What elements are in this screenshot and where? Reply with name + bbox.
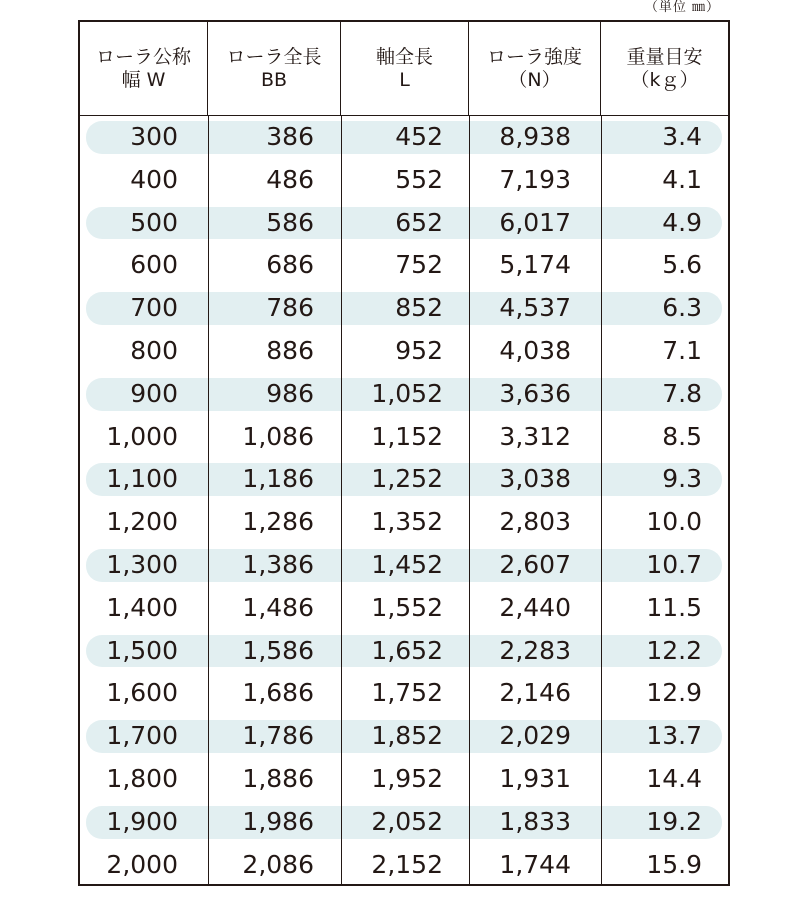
cell-shaft-length: 1,952 — [371, 764, 443, 793]
header-row — [80, 22, 728, 116]
header-roller-length-line2: BB — [260, 68, 288, 91]
table-row — [80, 458, 728, 501]
header-weight-line1: 重量目安 — [626, 45, 703, 68]
cell-roller-length: 1,086 — [242, 421, 314, 451]
cell-roller-strength: 6,017 — [499, 207, 571, 237]
header-shaft-length-line2: L — [399, 68, 410, 91]
column-divider — [341, 116, 342, 884]
cell-shaft-length: 952 — [395, 336, 443, 365]
cell-shaft-length: 1,652 — [371, 635, 443, 665]
cell-roller-length: 1,186 — [242, 464, 314, 494]
cell-roller-width: 900 — [130, 378, 178, 408]
cell-roller-length: 1,786 — [242, 721, 314, 751]
cell-weight: 19.2 — [646, 806, 702, 836]
cell-roller-length: 986 — [266, 378, 314, 408]
cell-shaft-length: 1,852 — [371, 721, 443, 751]
cell-weight: 12.2 — [646, 635, 702, 665]
cell-roller-length: 786 — [266, 293, 314, 323]
cell-roller-strength: 1,931 — [499, 764, 571, 793]
cell-weight: 4.9 — [662, 207, 702, 237]
cell-roller-length: 1,486 — [242, 592, 314, 622]
cell-roller-strength: 4,038 — [499, 336, 571, 365]
table-row — [80, 416, 728, 459]
table-row — [80, 715, 728, 758]
cell-roller-width: 1,000 — [106, 421, 178, 451]
cell-shaft-length: 2,052 — [371, 806, 443, 836]
cell-weight: 12.9 — [646, 678, 702, 708]
cell-shaft-length: 2,152 — [371, 849, 443, 879]
header-shaft-length-line1: 軸全長 — [375, 45, 433, 68]
cell-roller-width: 700 — [130, 293, 178, 323]
cell-shaft-length: 552 — [395, 164, 443, 194]
cell-shaft-length: 1,452 — [371, 550, 443, 579]
table-row — [80, 116, 728, 159]
cell-shaft-length: 652 — [395, 207, 443, 237]
header-weight — [601, 22, 728, 115]
cell-shaft-length: 1,352 — [371, 507, 443, 537]
table-row — [80, 373, 728, 416]
cell-shaft-length: 1,252 — [371, 464, 443, 494]
cell-roller-length: 586 — [266, 207, 314, 237]
column-divider — [469, 116, 470, 884]
cell-roller-width: 1,400 — [106, 592, 178, 622]
cell-roller-width: 400 — [130, 164, 178, 194]
header-weight-line2: （kｇ） — [630, 68, 699, 91]
table-row — [80, 501, 728, 544]
cell-roller-strength: 3,038 — [499, 464, 571, 494]
cell-roller-strength: 1,833 — [499, 806, 571, 836]
header-roller-strength-line1: ローラ強度 — [486, 45, 582, 68]
cell-shaft-length: 452 — [395, 122, 443, 151]
cell-weight: 15.9 — [646, 849, 702, 879]
cell-roller-width: 1,900 — [106, 806, 178, 836]
cell-weight: 7.8 — [662, 378, 702, 408]
table-row — [80, 801, 728, 844]
header-roller-width — [80, 22, 208, 115]
table-row — [80, 244, 728, 287]
cell-weight: 4.1 — [662, 164, 702, 194]
spec-table — [78, 20, 730, 886]
cell-roller-width: 1,200 — [106, 507, 178, 537]
table-row — [80, 287, 728, 330]
cell-weight: 7.1 — [662, 336, 702, 365]
cell-roller-strength: 8,938 — [499, 122, 571, 151]
cell-roller-width: 1,500 — [106, 635, 178, 665]
table-row — [80, 159, 728, 202]
header-roller-strength-line2: （N） — [508, 68, 561, 91]
cell-roller-strength: 5,174 — [499, 250, 571, 280]
table-row — [80, 587, 728, 630]
cell-weight: 5.6 — [662, 250, 702, 280]
cell-roller-strength: 1,744 — [499, 849, 571, 879]
cell-roller-width: 2,000 — [106, 849, 178, 879]
cell-roller-width: 1,300 — [106, 550, 178, 579]
column-divider — [208, 116, 209, 884]
header-roller-width-line1: ローラ公称 — [95, 45, 191, 68]
table-row — [80, 672, 728, 715]
cell-weight: 13.7 — [646, 721, 702, 751]
cell-roller-width: 600 — [130, 250, 178, 280]
cell-roller-strength: 4,537 — [499, 293, 571, 323]
cell-roller-strength: 3,312 — [499, 421, 571, 451]
header-roller-length-line1: ローラ全長 — [226, 45, 322, 68]
cell-weight: 11.5 — [646, 592, 702, 622]
cell-roller-length: 1,686 — [242, 678, 314, 708]
header-roller-length — [208, 22, 341, 115]
cell-shaft-length: 752 — [395, 250, 443, 280]
cell-roller-width: 800 — [130, 336, 178, 365]
cell-roller-width: 300 — [130, 122, 178, 151]
cell-weight: 10.0 — [646, 507, 702, 537]
table-row — [80, 544, 728, 587]
cell-roller-length: 2,086 — [242, 849, 314, 879]
cell-shaft-length: 1,052 — [371, 378, 443, 408]
cell-roller-length: 386 — [266, 122, 314, 151]
table-row — [80, 202, 728, 245]
table-row — [80, 330, 728, 373]
cell-roller-strength: 2,440 — [499, 592, 571, 622]
cell-roller-length: 1,586 — [242, 635, 314, 665]
cell-roller-strength: 2,607 — [499, 550, 571, 579]
cell-weight: 6.3 — [662, 293, 702, 323]
cell-roller-strength: 2,029 — [499, 721, 571, 751]
cell-roller-length: 486 — [266, 164, 314, 194]
cell-roller-width: 500 — [130, 207, 178, 237]
table-row — [80, 630, 728, 673]
header-shaft-length — [341, 22, 469, 115]
table-row — [80, 758, 728, 801]
cell-shaft-length: 1,752 — [371, 678, 443, 708]
cell-roller-strength: 2,803 — [499, 507, 571, 537]
cell-roller-length: 1,286 — [242, 507, 314, 537]
table-row — [80, 844, 728, 887]
cell-weight: 14.4 — [646, 764, 702, 793]
header-roller-width-line2: 幅 W — [121, 68, 166, 91]
cell-roller-strength: 2,283 — [499, 635, 571, 665]
cell-roller-width: 1,700 — [106, 721, 178, 751]
cell-shaft-length: 1,552 — [371, 592, 443, 622]
cell-roller-strength: 2,146 — [499, 678, 571, 708]
column-divider — [601, 116, 602, 884]
cell-roller-length: 886 — [266, 336, 314, 365]
cell-roller-width: 1,800 — [106, 764, 178, 793]
cell-shaft-length: 1,152 — [371, 421, 443, 451]
cell-weight: 10.7 — [646, 550, 702, 579]
cell-weight: 3.4 — [662, 122, 702, 151]
cell-weight: 9.3 — [662, 464, 702, 494]
cell-roller-length: 1,986 — [242, 806, 314, 836]
cell-roller-length: 686 — [266, 250, 314, 280]
cell-roller-length: 1,886 — [242, 764, 314, 793]
cell-roller-width: 1,100 — [106, 464, 178, 494]
unit-note: （単位 ㎜） — [644, 0, 720, 15]
cell-roller-strength: 3,636 — [499, 378, 571, 408]
cell-roller-length: 1,386 — [242, 550, 314, 579]
cell-roller-width: 1,600 — [106, 678, 178, 708]
cell-shaft-length: 852 — [395, 293, 443, 323]
cell-weight: 8.5 — [662, 421, 702, 451]
header-roller-strength — [469, 22, 601, 115]
cell-roller-strength: 7,193 — [499, 164, 571, 194]
